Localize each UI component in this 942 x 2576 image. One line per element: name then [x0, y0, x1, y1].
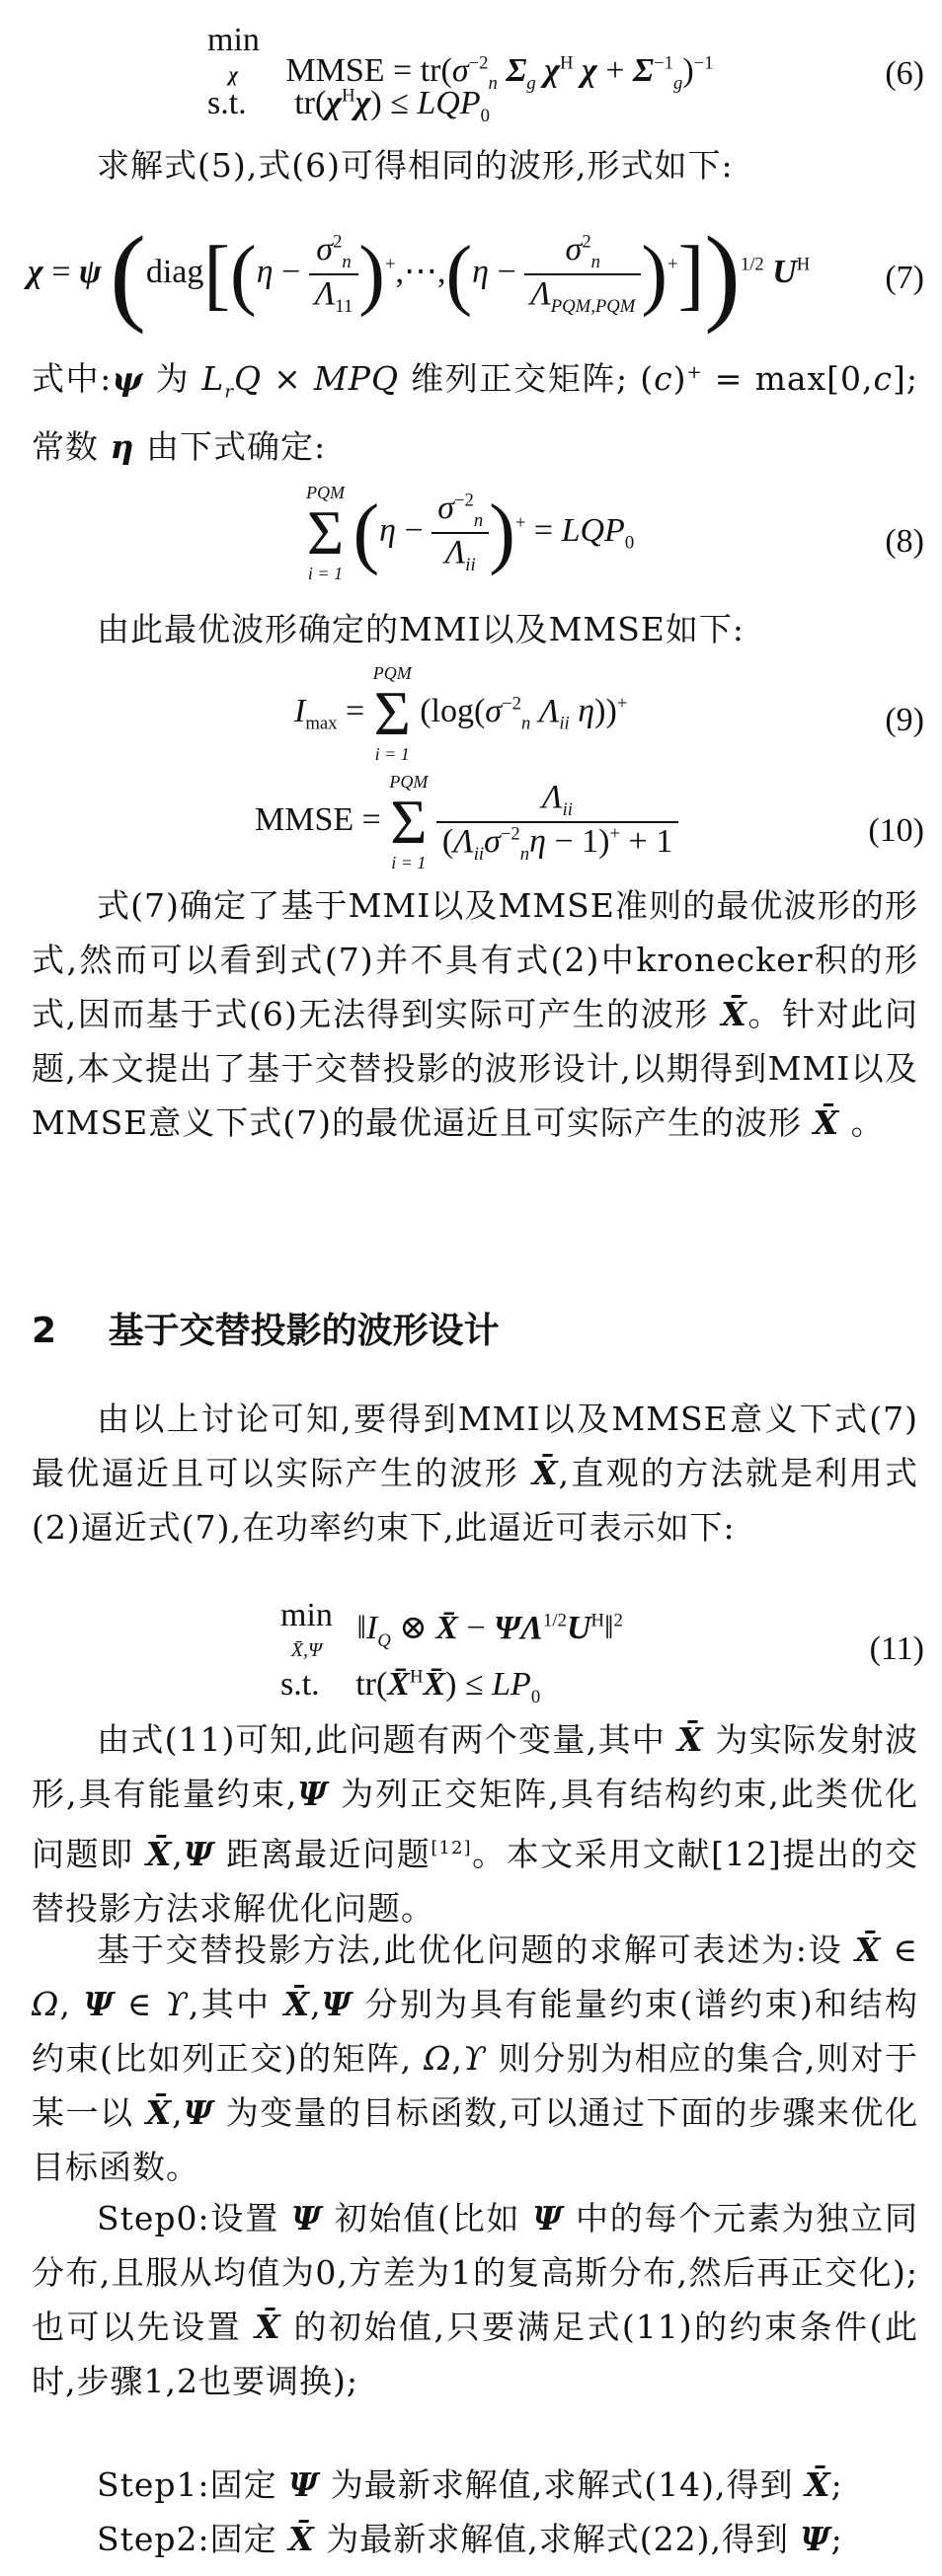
section-heading — [32, 1303, 500, 1353]
section-number: 2 — [32, 1311, 57, 1351]
paragraph-2: 式中:ψ 为 $L_rQ$ × MPQ 维列正交矩阵; (c)+ = max[0,c];常数 η 由下式确定: — [32, 359, 918, 466]
subject-to-label: s.t. — [207, 85, 247, 121]
step-0: Step0:设置 Ψ 初始值(比如 Ψ 中的每个元素为独立同分布,且服从均值为0,方差为1的复高斯分布,然后再正交化);也可以先设置 X̄ 的初始值,只要满足式(11)的约束条件(此时,步骤1,2也要调换); — [32, 2199, 919, 2400]
paragraph-4: 式(7)确定了基于MMI以及MMSE准则的最优波形的形式,然而可以看到式(7)并不具有式(2)中kronecker积的形式,因而基于式(6)无法得到实际可产生的波形 X̄。针对此问题,本文提出了基于交替投影的波形设计,以期得到MMI以及MMSE意义下式(7)的最优逼近且可实际产生的波形 X̄ 。 — [32, 886, 918, 1142]
paragraph-1: 求解式(5),式(6)可得相同的波形,形式如下: — [97, 146, 734, 185]
equation-7: χ = ψ (diag[(η − $\frac{\sigma^2_n}{\Lambda_{11}}$ )+,⋯,(η − $\frac{\sigma^2_n}{\Lambda_{PQM,PQM}}$ )+])$^{1/2}$ $U^H$ (7) — [28, 214, 924, 335]
equation-number-8: (8) — [885, 523, 924, 560]
equation-number-7: (7) — [885, 260, 924, 296]
equation-number-6: (6) — [885, 55, 924, 92]
section-title: 基于交替投影的波形设计 — [108, 1311, 500, 1351]
paragraph-3: 由此最优波形确定的MMI以及MMSE如下: — [97, 610, 746, 648]
equation-10: MMSE = PQM Σ i = 1 $\frac{\Lambda_{ii}}{(\Lambda_{ii}\sigma^{-2}_n\eta - 1)^+ + 1}$ (10) — [255, 772, 924, 872]
equation-6: min χ MMSE = $tr(\sigma^{-2}_n$ $\Sigma_g$ $\chi^H$ $\chi + \Sigma^{-1}_g)^{-1}$ s.t. $tr(\chi^H\chi) \le LQP_0$ (6) — [207, 22, 924, 126]
equation-11: min X̄,Ψ $‖I_Q$ ⊗ X̄ − $\Psi\Lambda^{1/2}U^H‖^2$ s.t. tr(X̄$^H$X̄) ≤ $LP_0$ (11) — [280, 1597, 924, 1707]
step-1: Step1:固定 Ψ 为最新求解值,求解式(14),得到 X̄; — [97, 2465, 843, 2504]
min-operator: min — [207, 22, 260, 58]
step-2: Step2:固定 X̄ 为最新求解值,求解式(22),得到 Ψ; — [97, 2520, 843, 2558]
equation-number-11: (11) — [869, 1630, 924, 1667]
citation-12[interactable]: [12] — [431, 1838, 472, 1858]
paragraph-5: 由以上讨论可知,要得到MMI以及MMSE意义下式(7)最优逼近且可以实际产生的波形 X̄,直观的方法就是利用式(2)逼近式(7),在功率约束下,此逼近可表示如下: — [32, 1400, 918, 1547]
equation-9: $I_{max}$ = PQM Σ i = 1 ($\log(\sigma^{-2}_n$ $\Lambda_{ii}$ η))+ (9) — [294, 663, 924, 764]
equation-number-10: (10) — [868, 812, 924, 849]
equation-number-9: (9) — [885, 702, 924, 738]
equation-8: PQM Σ i = 1 (η − $\frac{\sigma^{-2}_n}{\Lambda_{ii}}$ )$^+ = LQP_0$ (8) — [306, 483, 924, 583]
paragraph-6: 由式(11)可知,此问题有两个变量,其中 X̄ 为实际发射波形,具有能量约束,Ψ 为列正交矩阵,具有结构约束,此类优化问题即 X̄,Ψ 距离最近问题[12]。本文采用文献[12]提出的交替投影方法求解优化问题。 — [32, 1720, 918, 1928]
paragraph-7: 基于交替投影方法,此优化问题的求解可表述为:设 X̄ ∈ Ω, Ψ ∈ ϒ,其中 X̄,Ψ 分别为具有能量约束(谱约束)和结构约束(比如列正交)的矩阵, Ω,ϒ 则分别为相应的集合,则对于某一以 X̄,Ψ 为变量的目标函数,可以通过下面的步骤来优化目标函数。 — [32, 1931, 918, 2186]
